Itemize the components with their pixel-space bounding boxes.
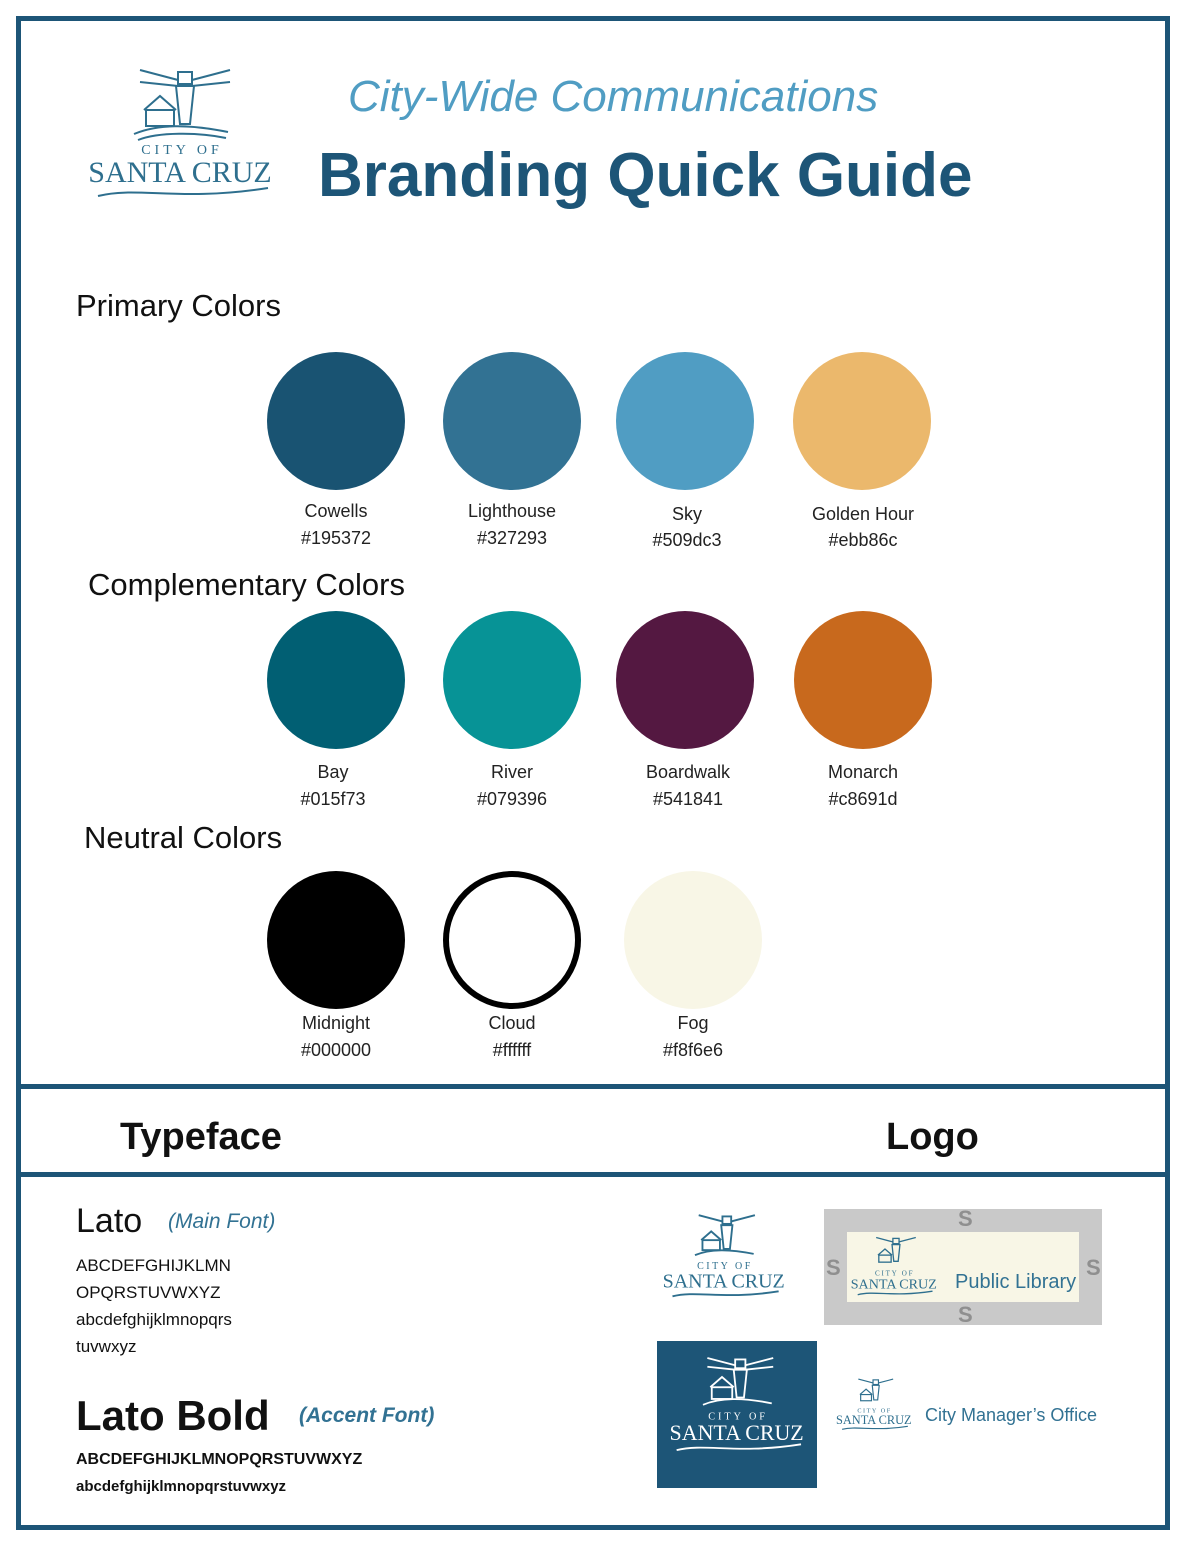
page-title: Branding Quick Guide: [318, 141, 973, 210]
swatch-midnight: [267, 871, 405, 1009]
swatch-fog: [624, 871, 762, 1009]
logo-standard: [660, 1210, 788, 1304]
logo-library-name: SANTA CRUZ: [850, 1276, 937, 1293]
logo-heading: Logo: [886, 1116, 979, 1158]
accent-font-sample-2: abcdefghijklmnopqrstuvwxyz: [76, 1478, 287, 1495]
clearspace-mark-bottom: S: [958, 1302, 973, 1327]
page-subtitle: City-Wide Communications: [348, 72, 879, 121]
swatch-cloud: [443, 871, 581, 1009]
swatch-monarch: [794, 611, 932, 749]
swatch-hex-lighthouse: #327293: [476, 528, 548, 548]
complementary-colors-heading: Complementary Colors: [88, 567, 405, 602]
swatch-hex-boardwalk: #541841: [652, 789, 724, 809]
swatch-name-cloud: Cloud: [488, 1013, 536, 1033]
logo-reversed-name: SANTA CRUZ: [669, 1419, 804, 1445]
main-font-sample-1: ABCDEFGHIJKLMN: [76, 1256, 231, 1275]
swatch-name-golden-hour: Golden Hour: [811, 504, 915, 524]
logo-standard-city-of: CITY OF: [697, 1260, 753, 1272]
swatch-name-river: River: [490, 762, 533, 782]
logo-reversed-city-of: CITY OF: [708, 1411, 768, 1423]
typeface-heading: Typeface: [120, 1116, 282, 1158]
manager-label: City Manager’s Office: [925, 1405, 1098, 1425]
swatch-lighthouse: [443, 352, 581, 490]
library-label: Public Library: [955, 1271, 1077, 1293]
logo-manager-city-of: CITY OF: [857, 1407, 892, 1415]
logo-standard-name: SANTA CRUZ: [662, 1270, 785, 1293]
logo-city-of-text: CITY OF: [141, 143, 223, 158]
swatch-hex-monarch: #c8691d: [828, 789, 898, 809]
swatch-name-boardwalk: Boardwalk: [645, 762, 731, 782]
swatch-hex-cloud: #ffffff: [492, 1040, 532, 1060]
swatch-hex-golden-hour: #ebb86c: [828, 530, 898, 550]
main-font-name: Lato: [76, 1202, 143, 1240]
swatch-name-monarch: Monarch: [827, 762, 899, 782]
city-logo: [78, 62, 283, 212]
clearspace-mark-top: S: [958, 1206, 973, 1231]
swatch-boardwalk: [616, 611, 754, 749]
clearspace-mark-right: S: [1086, 1255, 1101, 1280]
main-font-sample-4: tuvwxyz: [76, 1337, 137, 1356]
logo-reversed: [662, 1352, 812, 1462]
logo-name-text: SANTA CRUZ: [88, 156, 272, 189]
clearspace-mark-left: S: [826, 1255, 841, 1280]
accent-font-name: Lato Bold: [76, 1392, 270, 1439]
logo-library-mark: [848, 1234, 940, 1300]
swatch-name-fog: Fog: [677, 1013, 709, 1033]
swatch-hex-cowells: #195372: [300, 528, 372, 548]
swatch-name-cowells: Cowells: [304, 501, 368, 521]
main-font-sample-3: abcdefghijklmnopqrs: [76, 1310, 232, 1329]
swatch-name-lighthouse: Lighthouse: [467, 501, 557, 521]
swatch-river: [443, 611, 581, 749]
main-font-role: (Main Font): [168, 1210, 276, 1233]
swatch-hex-bay: #015f73: [300, 789, 366, 809]
section-divider-top: [16, 1084, 1170, 1089]
swatch-hex-river: #079396: [476, 789, 548, 809]
swatch-cowells: [267, 352, 405, 490]
swatch-name-sky: Sky: [671, 504, 702, 524]
logo-manager-mark: [834, 1376, 914, 1434]
swatch-name-bay: Bay: [317, 762, 349, 782]
neutral-colors-heading: Neutral Colors: [84, 820, 283, 855]
swatch-golden-hour: [793, 352, 931, 490]
accent-font-role: (Accent Font): [299, 1404, 435, 1427]
main-font-sample-2: OPQRSTUVWXYZ: [76, 1283, 221, 1302]
swatch-hex-midnight: #000000: [300, 1040, 372, 1060]
logo-library-city-of: CITY OF: [875, 1269, 915, 1278]
swatch-bay: [267, 611, 405, 749]
swatch-name-midnight: Midnight: [301, 1013, 371, 1033]
swatch-sky: [616, 352, 754, 490]
swatch-hex-sky: #509dc3: [652, 530, 722, 550]
primary-colors-heading: Primary Colors: [76, 288, 281, 323]
swatch-hex-fog: #f8f6e6: [662, 1040, 724, 1060]
logo-manager-name: SANTA CRUZ: [836, 1412, 912, 1427]
section-divider-bottom: [16, 1172, 1170, 1177]
accent-font-sample-1: ABCDEFGHIJKLMNOPQRSTUVWXYZ: [76, 1451, 363, 1468]
